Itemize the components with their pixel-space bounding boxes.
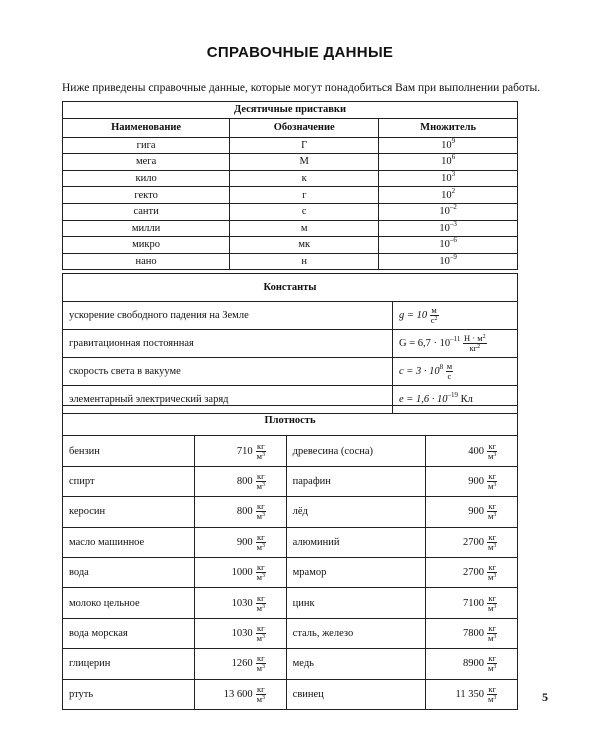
density-substance: парафин	[286, 466, 425, 496]
page-number: 5	[542, 690, 548, 704]
density-value: 900	[426, 497, 488, 527]
density-value: 8900	[426, 649, 488, 679]
constant-row	[63, 358, 518, 386]
prefix-name: мега	[63, 154, 230, 171]
constant-name: гравитационная постоянная	[63, 330, 393, 358]
density-substance: медь	[286, 649, 425, 679]
prefix-name: санти	[63, 203, 230, 220]
density-unit: $\frac{кг}{м^3}$	[487, 466, 518, 496]
prefix-multiplier: $10^6$	[379, 154, 518, 171]
density-row	[63, 588, 518, 618]
density-value: 1260	[194, 649, 256, 679]
density-unit: $\frac{кг}{м^3}$	[487, 527, 518, 557]
prefix-symbol: М	[230, 154, 379, 171]
constant-value: $e = 1,6 \cdot 10^{-19}$ Кл	[393, 386, 518, 414]
density-substance: вода морская	[63, 618, 195, 648]
prefix-row	[63, 253, 518, 270]
prefix-name: гекто	[63, 187, 230, 204]
constant-value: $G = 6,7 \cdot 10^{-11}$ $\frac{Н \cdot м^2}{кг^2}$	[393, 330, 518, 358]
prefixes-table	[62, 101, 518, 270]
intro-text: Ниже приведены справочные данные, которые могут понадобиться Вам при выполнении работы.	[62, 82, 541, 94]
density-substance: бензин	[63, 436, 195, 466]
prefix-symbol: г	[230, 187, 379, 204]
density-value: 2700	[426, 527, 488, 557]
prefix-name: милли	[63, 220, 230, 237]
prefix-symbol: н	[230, 253, 379, 270]
prefix-symbol: мк	[230, 237, 379, 254]
prefix-row	[63, 187, 518, 204]
prefix-multiplier: $10^{-6}$	[379, 237, 518, 254]
density-row	[63, 649, 518, 679]
density-substance: алюминий	[286, 527, 425, 557]
density-value: 1030	[194, 618, 256, 648]
density-unit: $\frac{кг}{м^3}$	[487, 618, 518, 648]
constant-name: скорость света в вакууме	[63, 358, 393, 386]
prefix-multiplier: $10^3$	[379, 170, 518, 187]
prefix-multiplier: $10^2$	[379, 187, 518, 204]
density-row	[63, 679, 518, 709]
density-table	[62, 405, 518, 710]
density-unit: $\frac{кг}{м^3}$	[487, 649, 518, 679]
density-unit: $\frac{кг}{м^3}$	[487, 557, 518, 587]
density-unit: $\frac{кг}{м^3}$	[487, 588, 518, 618]
prefix-row	[63, 137, 518, 154]
density-unit: $\frac{кг}{м^3}$	[487, 436, 518, 466]
density-unit: $\frac{кг}{м^3}$	[256, 436, 287, 466]
density-row	[63, 557, 518, 587]
prefix-row	[63, 154, 518, 171]
density-value: 900	[426, 466, 488, 496]
constant-name: элементарный электрический заряд	[63, 386, 393, 414]
density-row	[63, 436, 518, 466]
prefix-symbol: м	[230, 220, 379, 237]
prefixes-header-symbol: Обозначение	[230, 118, 379, 137]
density-unit: $\frac{кг}{м^3}$	[256, 527, 287, 557]
density-unit: $\frac{кг}{м^3}$	[256, 466, 287, 496]
density-value: 7800	[426, 618, 488, 648]
density-value: 800	[194, 466, 256, 496]
prefix-symbol: Г	[230, 137, 379, 154]
prefix-name: нано	[63, 253, 230, 270]
density-value: 11 350	[426, 679, 488, 709]
constant-value: $c = 3 \cdot 10^8$ $\frac{м}{с}$	[393, 358, 518, 386]
constants-caption: Константы	[63, 274, 518, 302]
prefix-row	[63, 170, 518, 187]
density-substance: молоко цельное	[63, 588, 195, 618]
density-substance: глицерин	[63, 649, 195, 679]
density-value: 1030	[194, 588, 256, 618]
density-caption: Плотность	[63, 406, 518, 436]
density-substance: керосин	[63, 497, 195, 527]
density-substance: спирт	[63, 466, 195, 496]
prefix-row	[63, 220, 518, 237]
density-substance: сталь, железо	[286, 618, 425, 648]
prefix-multiplier: $10^9$	[379, 137, 518, 154]
density-substance: свинец	[286, 679, 425, 709]
density-unit: $\frac{кг}{м^3}$	[487, 679, 518, 709]
density-row	[63, 466, 518, 496]
density-substance: цинк	[286, 588, 425, 618]
density-value: 13 600	[194, 679, 256, 709]
density-value: 2700	[426, 557, 488, 587]
constant-row	[63, 302, 518, 330]
prefix-symbol: к	[230, 170, 379, 187]
density-unit: $\frac{кг}{м^3}$	[256, 497, 287, 527]
density-unit: $\frac{кг}{м^3}$	[256, 557, 287, 587]
prefixes-header-multiplier: Множитель	[379, 118, 518, 137]
prefix-row	[63, 237, 518, 254]
prefix-name: гига	[63, 137, 230, 154]
prefix-symbol: с	[230, 203, 379, 220]
prefix-name: кило	[63, 170, 230, 187]
constant-row	[63, 330, 518, 358]
prefix-row	[63, 203, 518, 220]
density-substance: вода	[63, 557, 195, 587]
prefix-multiplier: $10^{-2}$	[379, 203, 518, 220]
density-substance: масло машинное	[63, 527, 195, 557]
density-value: 7100	[426, 588, 488, 618]
density-row	[63, 527, 518, 557]
prefix-multiplier: $10^{-9}$	[379, 253, 518, 270]
density-row	[63, 497, 518, 527]
constants-table	[62, 273, 518, 414]
density-substance: лёд	[286, 497, 425, 527]
prefixes-header-name: Наименование	[63, 118, 230, 137]
density-unit: $\frac{кг}{м^3}$	[487, 497, 518, 527]
density-value: 400	[426, 436, 488, 466]
density-row	[63, 618, 518, 648]
constant-value: g = 10 $\frac{м}{с^2}$	[393, 302, 518, 330]
page-title: СПРАВОЧНЫЕ ДАННЫЕ	[206, 44, 394, 61]
prefixes-caption: Десятичные приставки	[63, 102, 518, 119]
density-value: 900	[194, 527, 256, 557]
density-value: 1000	[194, 557, 256, 587]
density-unit: $\frac{кг}{м^3}$	[256, 679, 287, 709]
density-substance: древесина (сосна)	[286, 436, 425, 466]
density-substance: ртуть	[63, 679, 195, 709]
density-unit: $\frac{кг}{м^3}$	[256, 588, 287, 618]
density-unit: $\frac{кг}{м^3}$	[256, 618, 287, 648]
constant-name: ускорение свободного падения на Земле	[63, 302, 393, 330]
prefix-multiplier: $10^{-3}$	[379, 220, 518, 237]
prefix-name: микро	[63, 237, 230, 254]
density-value: 800	[194, 497, 256, 527]
density-value: 710	[194, 436, 256, 466]
density-substance: мрамор	[286, 557, 425, 587]
density-unit: $\frac{кг}{м^3}$	[256, 649, 287, 679]
